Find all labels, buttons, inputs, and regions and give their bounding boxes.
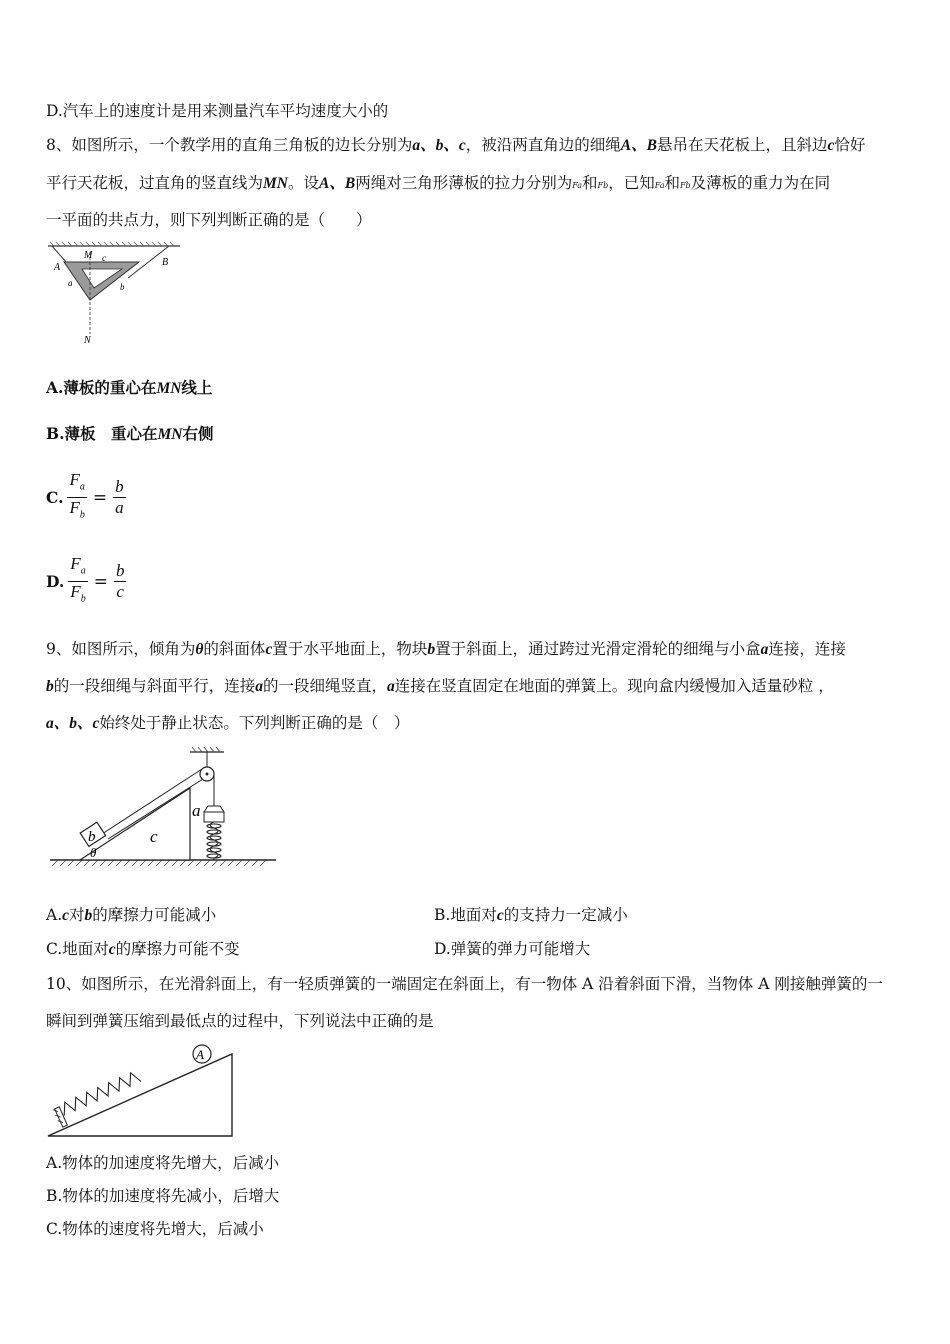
label-a-upper: A	[54, 262, 61, 273]
frac-den: F	[70, 582, 81, 602]
option-c: c	[496, 907, 504, 924]
frac-den: c	[116, 582, 124, 602]
q9-text: 的一段细绳竖直，	[263, 677, 388, 695]
q8-fb: Fb	[680, 181, 691, 190]
q8-text: 及薄板的重力为在同	[690, 174, 831, 192]
q9-line-2	[46, 675, 834, 698]
q9-option-c[interactable]	[46, 938, 240, 961]
q10-line-2: 瞬间到弹簧压缩到最低点的过程中，下列说法中正确的是	[46, 1012, 434, 1030]
frac-num-sub: a	[80, 565, 86, 577]
fraction-fa-fb	[68, 554, 87, 610]
q8-option-d[interactable]	[46, 554, 126, 610]
q8-mn: MN	[263, 175, 288, 192]
option-text: A.薄板的重心在	[46, 378, 157, 397]
equals: =	[92, 487, 108, 508]
q8-fb: Fb	[597, 181, 609, 190]
q8-text: 8、如图所示，一个教学用的直角三角板的边长分别为	[46, 136, 413, 154]
q8-text: 和	[664, 174, 680, 192]
label-n: N	[84, 335, 91, 346]
option-text: 右侧	[182, 424, 214, 443]
option-b: b	[84, 907, 93, 924]
label-b: b	[88, 829, 96, 845]
q10-line-1: 10、如图所示，在光滑斜面上，有一轻质弹簧的一端固定在斜面上，有一物体 A 沿着斜面下滑，当物体 A 刚接触弹簧的一	[46, 975, 883, 993]
q9-option-d[interactable]: D.弹簧的弹力可能增大	[434, 940, 591, 958]
q8-text: ，已知	[608, 174, 655, 192]
q9-text: 置于水平地面上，物块	[272, 640, 428, 658]
label-theta: θ	[90, 845, 97, 860]
option-text: C.地面对	[46, 940, 109, 958]
q8-text: 平行天花板，过直角的竖直线为	[46, 174, 264, 192]
q8-ab: A、B	[319, 175, 356, 192]
q9-text: 连接，连接	[768, 640, 846, 658]
q8-c: c	[827, 137, 835, 154]
q8-text: 。设	[288, 174, 320, 192]
option-text: A.	[46, 906, 63, 924]
q8-text: ，被沿两直角边的细绳	[465, 136, 621, 154]
label-a: a	[192, 801, 201, 820]
frac-num: b	[115, 561, 125, 581]
q9-text: 的斜面体	[203, 640, 266, 658]
frac-den: a	[115, 498, 124, 518]
q8-option-c[interactable]	[46, 470, 126, 526]
q10-option-a[interactable]: A.物体的加速度将先增大，后减小	[46, 1154, 280, 1172]
q8-sides: a、b、c	[412, 137, 466, 154]
prev-option-d: D.汽车上的速度计是用来测量汽车平均速度大小的	[46, 102, 389, 120]
q8-text: 恰好	[834, 136, 866, 154]
q9-text: 连接在竖直固定在地面的弹簧上。现向盒内缓慢加入适量砂粒 ，	[394, 677, 834, 695]
q9-a: a	[387, 678, 395, 695]
q8-line-1	[46, 134, 865, 157]
q9-text: 始终处于静止状态。下列判断正确的是（ ）	[99, 714, 410, 732]
fraction-right	[114, 561, 127, 602]
frac-num: F	[70, 554, 81, 573]
label-a: a	[68, 278, 73, 288]
q8-fa: Fa	[572, 181, 582, 190]
option-text: 的摩擦力可能减小	[92, 906, 217, 924]
q8-line-2	[46, 172, 830, 197]
q9-a: a	[760, 641, 769, 658]
q9-c: c	[265, 641, 273, 658]
q9-theta: θ	[195, 641, 204, 658]
frac-num-sub: a	[79, 481, 85, 493]
option-text: B.薄板 重心在	[46, 424, 158, 443]
equals: =	[93, 571, 108, 592]
frac-den-sub: b	[80, 593, 86, 605]
q10-option-c[interactable]: C.物体的速度将先增大，后减小	[46, 1220, 264, 1238]
q9-line-1	[46, 638, 846, 661]
frac-den: F	[69, 498, 80, 518]
option-text: B.地面对	[434, 906, 497, 924]
q9-incline-figure	[44, 742, 284, 870]
q9-text: 置于斜面上，通过跨过光滑定滑轮的细绳与小盒	[435, 640, 761, 658]
frac-num: F	[69, 470, 80, 489]
q10-spring-incline-figure	[44, 1040, 238, 1140]
q9-option-a[interactable]	[46, 904, 216, 927]
label-c: c	[150, 827, 158, 846]
q8-text: 两绳对三角形薄板的拉力分别为	[355, 174, 573, 192]
q9-text: 的一段细绳与斜面平行，连接	[53, 677, 256, 695]
option-text: 的支持力一定减小	[503, 906, 628, 924]
option-text: 的摩擦力可能不变	[115, 940, 240, 958]
frac-den-sub: b	[79, 509, 85, 521]
option-text: 线上	[181, 378, 213, 397]
option-mn: MN	[157, 426, 183, 443]
q8-text: 悬吊在天花板上，且斜边	[656, 136, 828, 154]
label-b-upper: B	[162, 257, 169, 268]
q8-option-a[interactable]	[46, 377, 212, 400]
q8-line-3: 一平面的共点力，则下列判断正确的是（ ）	[46, 211, 372, 229]
q9-option-b[interactable]	[434, 904, 628, 927]
option-label: C.	[46, 488, 64, 508]
q9-line-3	[46, 712, 409, 735]
q8-triangle-figure	[44, 238, 184, 348]
q8-option-b[interactable]	[46, 423, 214, 446]
option-c: c	[108, 941, 116, 958]
option-mn: MN	[156, 380, 182, 397]
q9-b: b	[46, 678, 54, 695]
fraction-right	[113, 477, 126, 518]
label-a: A	[196, 1047, 204, 1062]
fraction-fa-fb	[67, 470, 86, 526]
q8-text: 和	[582, 174, 598, 192]
label-b: b	[120, 282, 125, 292]
q10-option-b[interactable]: B.物体的加速度将先减小，后增大	[46, 1187, 280, 1205]
q9-a: a	[255, 678, 264, 695]
label-c: c	[102, 253, 106, 263]
option-label: D.	[46, 572, 65, 592]
frac-num: b	[115, 477, 124, 497]
option-c: c	[62, 907, 70, 924]
q8-ab: A、B	[620, 137, 657, 154]
q9-abc: a、b、c	[46, 715, 100, 732]
q9-text: 9、如图所示，倾角为	[46, 640, 196, 658]
label-m: M	[84, 250, 93, 261]
option-text: 对	[69, 906, 85, 924]
q8-fa: Fa	[654, 181, 665, 190]
q9-b: b	[427, 641, 436, 658]
